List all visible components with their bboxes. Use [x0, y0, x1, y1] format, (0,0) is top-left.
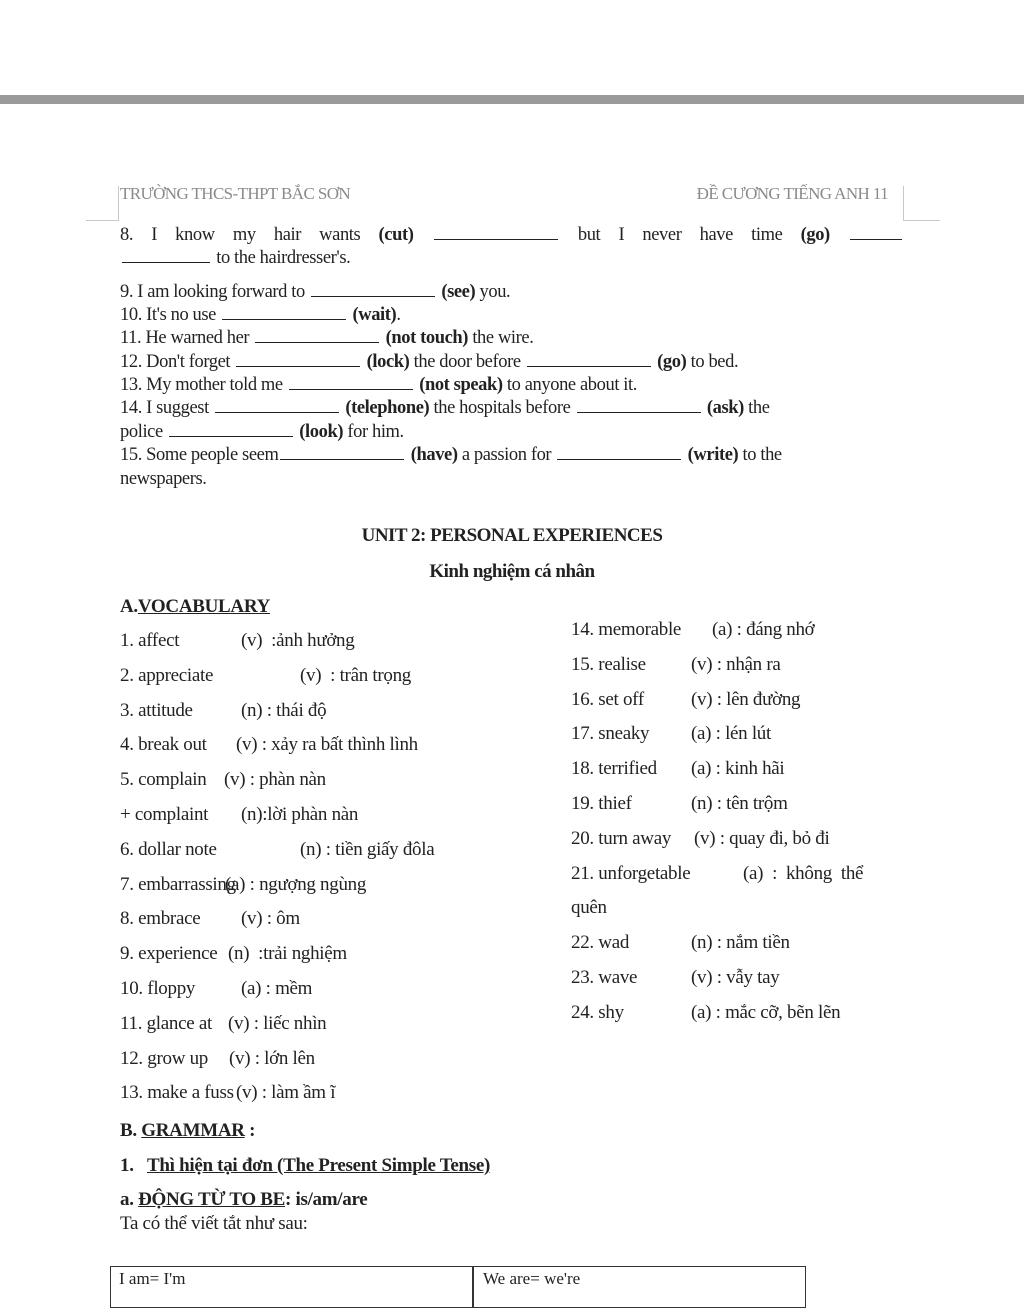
vocab-word: 18. terrified	[571, 758, 657, 780]
exercise-11: 11. He warned her (not touch) the wire.	[120, 328, 534, 348]
grammar-heading: B. GRAMMAR :	[120, 1120, 256, 1141]
vocab-word: 4. break out	[120, 734, 207, 756]
answer-blank[interactable]	[236, 365, 360, 367]
vocab-word: 5. complain	[120, 769, 207, 791]
answer-blank[interactable]	[850, 238, 902, 240]
table-divider	[472, 1267, 474, 1307]
exercise-14-line-1: 14. I suggest (telephone) the hospitals before (ask) the	[120, 398, 770, 418]
vocab-word: 1. affect	[120, 630, 180, 651]
vocab-definition: (v) : vẫy tay	[691, 967, 780, 988]
vocab-definition: (v) : liếc nhìn	[228, 1012, 327, 1034]
vocab-right-item	[571, 967, 780, 989]
vocab-definition: (n) : nắm tiền	[691, 932, 790, 954]
unit-title: UNIT 2: PERSONAL EXPERIENCES	[361, 525, 663, 546]
vocab-definition: (v) : ôm	[241, 908, 300, 930]
header-corner-left	[86, 186, 119, 221]
unit-subtitle: Kinh nghiệm cá nhân	[429, 561, 595, 582]
vocab-definition: (v) :ảnh hưởng	[241, 630, 355, 651]
vocab-definition: (a) : ngượng ngùng	[225, 873, 367, 895]
vocab-word: 11. glance at	[120, 1012, 212, 1034]
vocab-word: 8. embrace	[120, 908, 201, 930]
vocab-left-item	[120, 699, 327, 722]
exercise-14-line-2: police (look) for him.	[120, 422, 404, 442]
vocab-word: 15. realise	[571, 653, 646, 675]
exercise-8-line-1: 8. I know my hair wants (cut) but I never have time (go)	[120, 225, 904, 246]
vocab-definition: (v) : nhận ra	[691, 653, 781, 675]
vocab-left-item	[120, 804, 359, 826]
vocab-word: 24. shy	[571, 1001, 624, 1023]
vocab-left-item	[120, 630, 355, 652]
vocab-left-item	[120, 838, 435, 861]
vocab-word: 17. sneaky	[571, 723, 650, 745]
vocab-right-item	[571, 723, 771, 745]
exercise-10: 10. It's no use (wait).	[120, 305, 401, 325]
vocab-definition: (v) : phàn nàn	[224, 769, 326, 791]
vocab-right-item	[571, 653, 781, 676]
vocab-right-item	[571, 793, 788, 815]
vocab-word: 22. wad	[571, 932, 630, 954]
vocab-word: 23. wave	[571, 967, 638, 988]
exercise-15-line-2: newspapers.	[120, 469, 207, 489]
exercise-13: 13. My mother told me (not speak) to anyone about it.	[120, 375, 637, 395]
top-divider-bar	[0, 95, 1024, 104]
vocab-left-item	[120, 664, 411, 687]
answer-blank[interactable]	[169, 435, 293, 437]
answer-blank[interactable]	[255, 341, 379, 343]
exercise-8-line-2: to the hairdresser's.	[120, 248, 350, 269]
answer-blank[interactable]	[527, 365, 651, 367]
vocab-definition: (n):lời phàn nàn	[241, 804, 359, 825]
answer-blank[interactable]	[557, 458, 681, 460]
vocab-word: 20. turn away	[571, 827, 672, 849]
vocab-word: 7. embarrassing	[120, 873, 236, 895]
vocab-left-item	[120, 978, 313, 1000]
vocab-word: 3. attitude	[120, 699, 193, 721]
answer-blank[interactable]	[215, 411, 339, 413]
vocab-word: 9. experience	[120, 943, 218, 965]
document-title: ĐỀ CƯƠNG TIẾNG ANH 11	[696, 184, 888, 203]
answer-blank[interactable]	[577, 411, 701, 413]
vocab-left-item	[120, 908, 300, 930]
vocab-word: quên	[571, 897, 607, 919]
vocab-left-item	[120, 873, 367, 896]
vocab-left-item	[120, 734, 418, 756]
vocab-definition: (v) : lên đường	[691, 688, 801, 710]
vocabulary-heading: A.VOCABULARY	[120, 596, 270, 617]
vocab-right-item	[571, 619, 815, 641]
vocab-right-item	[571, 932, 790, 954]
vocab-word: 13. make a fuss	[120, 1082, 234, 1104]
vocab-word: 14. memorable	[571, 619, 682, 640]
vocab-right-item	[571, 688, 801, 711]
vocab-definition: (a) : đáng nhớ	[712, 619, 815, 640]
vocab-right-item	[571, 827, 830, 850]
vocab-definition: (n) : tiền giấy đôla	[300, 838, 435, 860]
vocab-definition: (v) : lớn lên	[229, 1047, 315, 1069]
answer-blank[interactable]	[222, 318, 346, 320]
vocab-definition: (v) : xảy ra bất thình lình	[236, 734, 418, 756]
exercise-9: 9. I am looking forward to (see) you.	[120, 282, 511, 302]
table-cell: I am= I'm	[119, 1269, 186, 1288]
vocab-definition: (a) : kinh hãi	[691, 758, 785, 780]
answer-blank[interactable]	[311, 295, 435, 297]
vocab-right-item	[571, 758, 785, 780]
grammar-item-1: 1. Thì hiện tại đơn (The Present Simple Tense)	[120, 1155, 491, 1176]
vocab-left-item	[120, 1082, 336, 1104]
vocab-word: 21. unforgetable	[571, 862, 691, 884]
vocab-definition: (v) : quay đi, bỏ đi	[694, 827, 830, 849]
header-corner-right	[903, 186, 940, 221]
vocab-right-item	[571, 862, 864, 885]
vocab-right-item	[571, 1001, 841, 1024]
exercise-12: 12. Don't forget (lock) the door before (go) to bed.	[120, 352, 739, 372]
contraction-table	[110, 1266, 806, 1308]
vocab-word: 19. thief	[571, 793, 632, 814]
vocab-definition: (v) : làm ầm ĩ	[236, 1082, 336, 1104]
vocab-word: 2. appreciate	[120, 664, 214, 686]
grammar-sub-a: a. ĐỘNG TỪ TO BE: is/am/are	[120, 1189, 368, 1210]
exercise-15-line-1: 15. Some people seem (have) a passion for (write) to the	[120, 445, 782, 465]
vocab-left-item	[120, 943, 347, 965]
vocab-word: + complaint	[120, 804, 209, 825]
vocab-left-item	[120, 1012, 327, 1035]
answer-blank[interactable]	[289, 388, 413, 390]
vocab-word: 6. dollar note	[120, 838, 217, 860]
vocab-left-item	[120, 1047, 315, 1070]
vocab-word: 16. set off	[571, 688, 644, 710]
vocab-definition: (a) : lén lút	[691, 723, 771, 745]
vocab-definition: (n) : tên trộm	[691, 793, 788, 814]
vocab-word: 12. grow up	[120, 1047, 208, 1069]
vocab-right-item	[571, 897, 607, 919]
vocab-definition: (a) : mềm	[241, 978, 313, 999]
vocab-word: 10. floppy	[120, 978, 196, 999]
answer-blank[interactable]	[434, 238, 558, 240]
vocab-definition: (n) :trải nghiệm	[228, 943, 347, 965]
answer-blank[interactable]	[122, 261, 210, 263]
vocab-left-item	[120, 769, 326, 791]
answer-blank[interactable]	[280, 458, 404, 460]
vocab-definition: (a) : mắc cỡ, bẽn lẽn	[691, 1001, 841, 1023]
table-cell: We are= we're	[483, 1269, 581, 1288]
school-name: TRƯỜNG THCS-THPT BẮC SƠN	[120, 184, 351, 203]
vocab-definition: (a) : không thể	[743, 862, 864, 884]
vocab-definition: (v) : trân trọng	[300, 664, 411, 686]
vocab-definition: (n) : thái độ	[241, 699, 327, 721]
grammar-note: Ta có thể viết tắt như sau:	[120, 1213, 308, 1234]
